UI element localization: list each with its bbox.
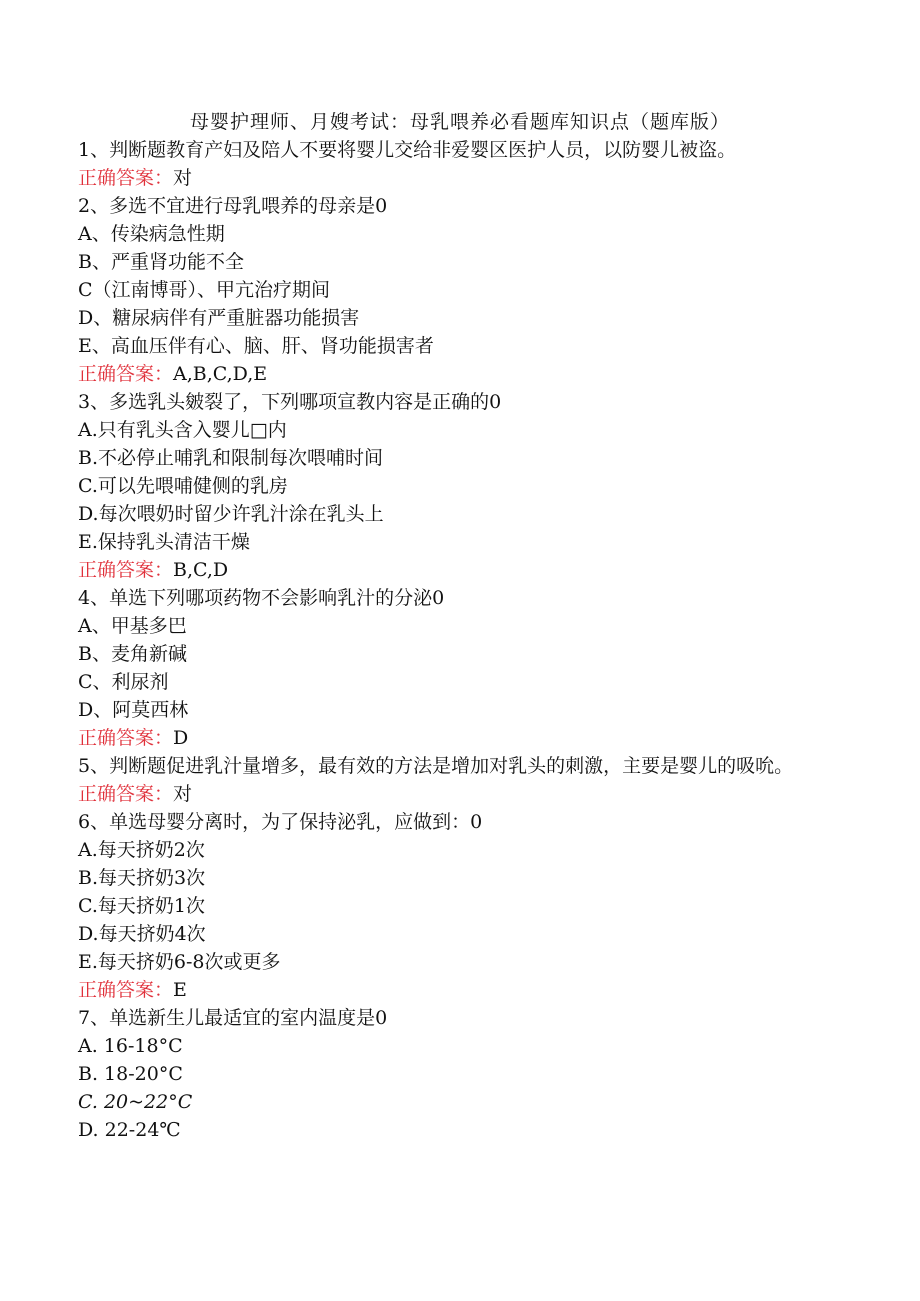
answer-6 [78, 976, 848, 1004]
answer-value: B,C,D [173, 559, 229, 581]
option: C（江南博哥）、甲亢治疗期间 [78, 279, 331, 301]
option: B、严重肾功能不全 [78, 251, 244, 273]
answer-label: 正确答案： [78, 363, 174, 385]
question-list [78, 136, 848, 1144]
option: B、麦角新碱 [78, 643, 187, 665]
option: C.可以先喂哺健侧的乳房 [78, 475, 288, 497]
question-6: 6、单选母婴分离时，为了保持泌乳，应做到：0 [78, 811, 483, 833]
answer-2 [78, 360, 848, 388]
answer-value: 对 [173, 167, 193, 189]
question-7: 7、单选新生儿最适宜的室内温度是0 [78, 1007, 388, 1029]
option: C、利尿剂 [78, 671, 169, 693]
question-4: 4、单选下列哪项药物不会影响乳汁的分泌0 [78, 587, 445, 609]
option: B. 18-20°C [78, 1063, 183, 1085]
option: D、阿莫西林 [78, 699, 189, 721]
option: B.不必停止哺乳和限制每次喂哺时间 [78, 447, 384, 469]
answer-value: 对 [173, 783, 193, 805]
answer-label: 正确答案： [78, 783, 174, 805]
option: A. 16-18°C [78, 1035, 183, 1057]
answer-label: 正确答案： [78, 167, 174, 189]
option: D.每天挤奶4次 [78, 923, 206, 945]
option: E.每天挤奶6-8次或更多 [78, 951, 281, 973]
answer-label: 正确答案： [78, 559, 174, 581]
option: D.每次喂奶时留少许乳汁涂在乳头上 [78, 503, 384, 525]
answer-label: 正确答案： [78, 727, 174, 749]
answer-4 [78, 724, 848, 752]
option: C. 20~22°C [78, 1091, 193, 1113]
option: B.每天挤奶3次 [78, 867, 206, 889]
option: A.每天挤奶2次 [78, 839, 205, 861]
option: E、高血压伴有心、脑、肝、肾功能损害者 [78, 335, 434, 357]
question-1: 1、判断题教育产妇及陪人不要将婴儿交给非爱婴区医护人员，以防婴儿被盗。 [78, 139, 737, 161]
option: D、糖尿病伴有严重脏器功能损害 [78, 307, 360, 329]
option: E.保持乳头清洁干燥 [78, 531, 250, 553]
answer-value: E [173, 979, 187, 1001]
question-5: 5、判断题促进乳汁量增多，最有效的方法是增加对乳头的刺激，主要是婴儿的吸吮。 [78, 755, 794, 777]
question-3: 3、多选乳头皴裂了，下列哪项宣教内容是正确的0 [78, 391, 502, 413]
answer-label: 正确答案： [78, 979, 174, 1001]
answer-value: D [173, 727, 189, 749]
option: C.每天挤奶1次 [78, 895, 205, 917]
answer-3 [78, 556, 848, 584]
question-2: 2、多选不宜进行母乳喂养的母亲是0 [78, 195, 388, 217]
answer-5 [78, 780, 848, 808]
answer-1 [78, 164, 848, 192]
option: A、传染病急性期 [78, 223, 225, 245]
document-title: 母婴护理师、月嫂考试：母乳喂养必看题库知识点（题库版） [189, 111, 730, 133]
option: A、甲基多巴 [78, 615, 187, 637]
option: D. 22-24℃ [78, 1119, 181, 1141]
answer-value: A,B,C,D,E [173, 363, 268, 385]
option: A.只有乳头含入婴儿□内 [78, 419, 287, 441]
